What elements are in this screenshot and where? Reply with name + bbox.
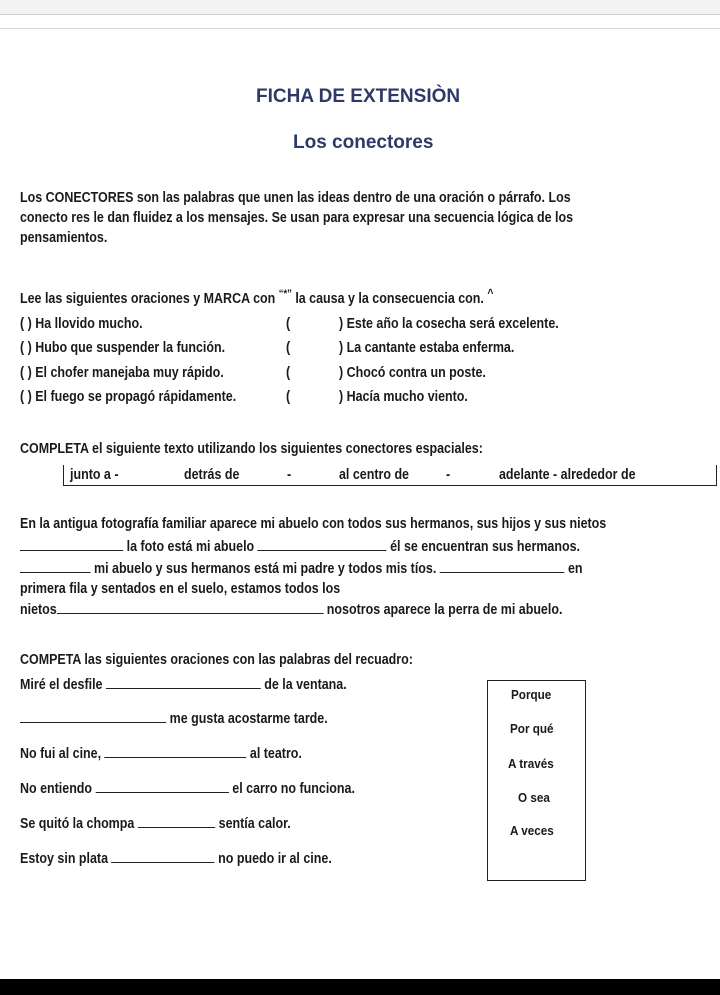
word-bank-separator: - xyxy=(287,467,292,483)
sentence-row xyxy=(20,850,332,867)
fill-blank[interactable] xyxy=(20,710,166,723)
paragraph-text: nietos xyxy=(20,602,57,618)
open-paren: ( xyxy=(286,316,291,332)
word-bank-separator: - xyxy=(446,467,451,483)
fill-blank[interactable] xyxy=(57,601,324,614)
sentence-row xyxy=(20,815,291,832)
paragraph-text: en xyxy=(567,561,583,577)
paragraph-line xyxy=(20,601,562,618)
sentence-row xyxy=(20,676,347,693)
cause-item: ( ) El fuego se propagó rápidamente. xyxy=(20,389,237,405)
open-paren: ( xyxy=(286,340,291,356)
section1-instruction xyxy=(20,286,493,307)
page-subtitle: Los conectores xyxy=(293,132,434,153)
worksheet-page xyxy=(0,29,720,979)
fill-blank[interactable] xyxy=(106,676,261,689)
paragraph-text: nosotros aparece la perra de mi abuelo. xyxy=(326,602,563,618)
fill-blank[interactable] xyxy=(20,538,123,551)
paragraph-text: mi abuelo y sus hermanos está mi padre y todos mis tíos. xyxy=(93,561,437,577)
sentence-text: sentía calor. xyxy=(218,816,291,832)
consequence-item: ) Hacía mucho viento. xyxy=(339,389,468,405)
intro-line: pensamientos. xyxy=(20,230,108,246)
fill-blank[interactable] xyxy=(111,850,214,863)
sentence-row xyxy=(20,710,328,727)
instruction-mark: “*” xyxy=(278,288,292,300)
cause-item: ( ) El chofer manejaba muy rápido. xyxy=(20,365,224,381)
open-paren: ( xyxy=(286,365,291,381)
paragraph-line: primera fila y sentados en el suelo, estamos todos los xyxy=(20,581,341,597)
sentence-text: Se quitó la chompa xyxy=(20,816,135,832)
word-box-item: A través xyxy=(508,756,554,771)
fill-blank[interactable] xyxy=(258,538,387,551)
sentence-text: No fui al cine, xyxy=(20,746,102,762)
word-box-item: A veces xyxy=(510,823,554,838)
sentence-row xyxy=(20,780,355,797)
word-box-item: Porque xyxy=(511,687,552,702)
fill-blank[interactable] xyxy=(96,780,229,793)
sentence-text: no puedo ir al cine. xyxy=(218,851,332,867)
sentence-text: Miré el desfile xyxy=(20,677,103,693)
paragraph-text: él se encuentran sus hermanos. xyxy=(390,539,580,555)
word-bank-item: adelante - alrededor de xyxy=(499,467,636,483)
cause-item: ( ) Ha llovido mucho. xyxy=(20,316,143,332)
fill-blank[interactable] xyxy=(105,745,247,758)
sentence-text: de la ventana. xyxy=(264,677,347,693)
caret-mark: ^ xyxy=(487,286,494,300)
instruction-text: Lee las siguientes oraciones y MARCA con xyxy=(20,290,279,307)
section2-instruction: COMPLETA el siguiente texto utilizando los siguientes conectores espaciales: xyxy=(20,441,483,457)
fill-blank[interactable] xyxy=(138,815,215,828)
word-box xyxy=(487,680,586,881)
word-box-item: Por qué xyxy=(510,721,554,736)
paragraph-line: En la antigua fotografía familiar aparece mi abuelo con todos sus hermanos, sus hijos y sus nietos xyxy=(20,516,607,532)
fill-blank[interactable] xyxy=(20,560,91,573)
word-bank-item: al centro de xyxy=(339,467,409,483)
fill-blank[interactable] xyxy=(440,560,565,573)
consequence-item: ) Este año la cosecha será excelente. xyxy=(339,316,559,332)
sentence-text: me gusta acostarme tarde. xyxy=(169,711,328,727)
paragraph-line xyxy=(20,560,583,577)
sentence-text: No entiendo xyxy=(20,781,93,797)
consequence-item: ) La cantante estaba enferma. xyxy=(339,340,515,356)
sentence-text: al teatro. xyxy=(249,746,302,762)
word-box-item: O sea xyxy=(518,790,550,805)
viewer-bottom-bar xyxy=(0,979,720,995)
intro-line: conecto res le dan fluidez a los mensajes. Se usan para expresar una secuencia lógica de los xyxy=(20,210,574,226)
cause-item: ( ) Hubo que suspender la función. xyxy=(20,340,226,356)
word-bank-item: junto a - xyxy=(70,467,119,483)
sentence-text: Estoy sin plata xyxy=(20,851,109,867)
viewer-top-bar xyxy=(0,0,720,15)
paragraph-text: la foto está mi abuelo xyxy=(126,539,255,555)
instruction-text: la causa y la consecuencia con. xyxy=(291,290,488,307)
section3-instruction: COMPETA las siguientes oraciones con las palabras del recuadro: xyxy=(20,652,413,668)
page-title: FICHA DE EXTENSIÒN xyxy=(256,86,461,107)
sentence-row xyxy=(20,745,302,762)
sentence-text: el carro no funciona. xyxy=(232,781,355,797)
intro-line: Los CONECTORES son las palabras que unen las ideas dentro de una oración o párrafo. Los xyxy=(20,190,571,206)
open-paren: ( xyxy=(286,389,291,405)
word-bank-item: detrás de xyxy=(184,467,240,483)
paragraph-line xyxy=(20,538,580,555)
consequence-item: ) Chocó contra un poste. xyxy=(339,365,486,381)
